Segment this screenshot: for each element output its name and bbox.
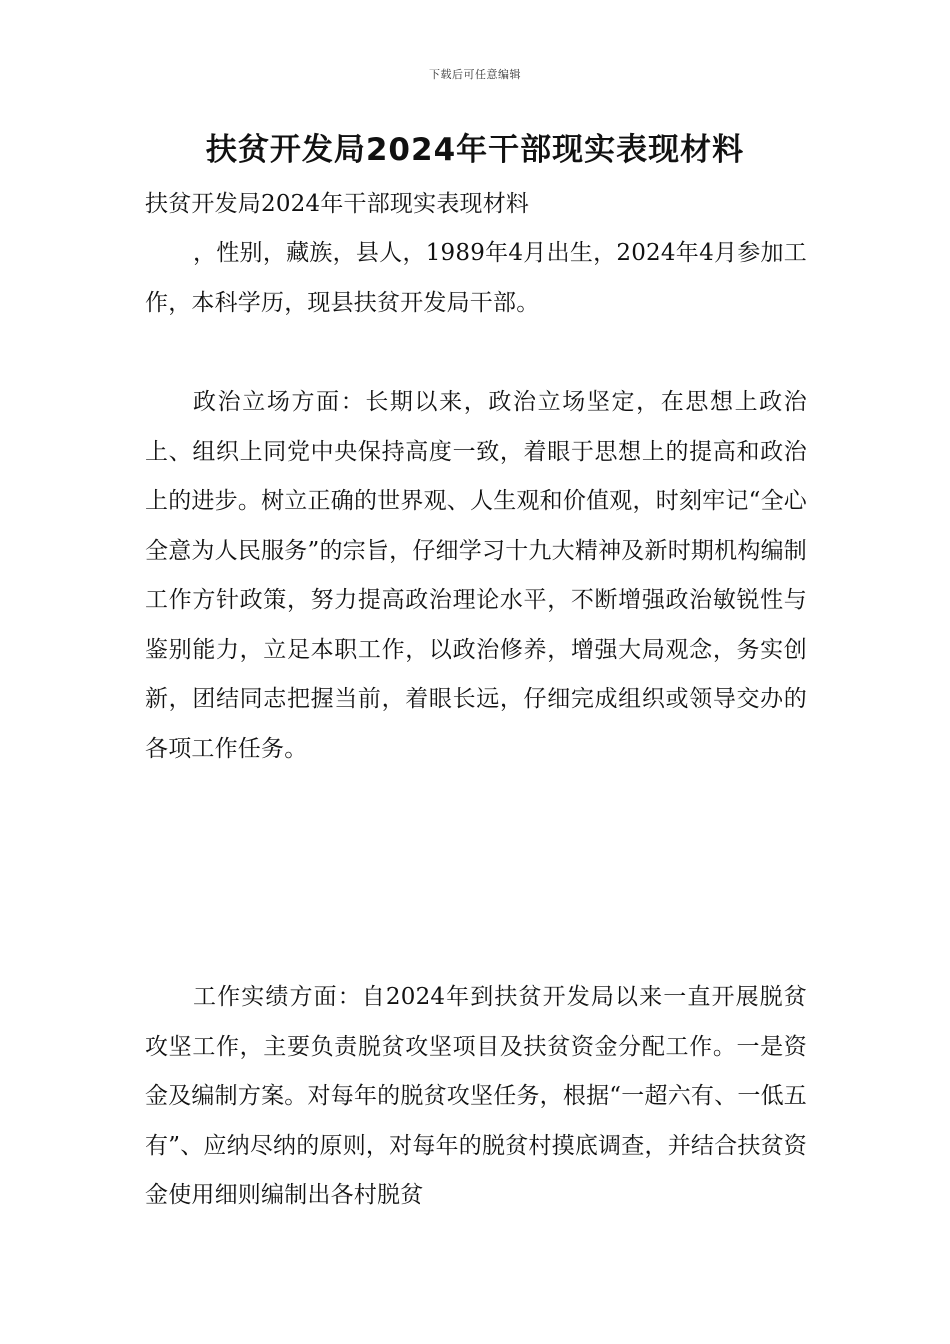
paragraph-political-stance: 政治立场方面：长期以来，政治立场坚定，在思想上政治上、组织上同党中央保持高度一致，着眼于思想上的提高和政治上的进步。树立正确的世界观、人生观和价值观，时刻牢记“全心全意为人民服务”的宗旨，仔细学习十九大精神及新时期机构编制工作方针政策，努力提高政治理论水平，不断增强政治敏锐性与鉴别能力，立足本职工作，以政治修养，增强大局观念，务实创新，团结同志把握当前，着眼长远，仔细完成组织或领导交办的各项工作任务。	[145, 389, 807, 762]
document-title: 扶贫开发局2024年干部现实表现材料	[205, 132, 745, 168]
paragraph-work-performance: 工作实绩方面：自2024年到扶贫开发局以来一直开展脱贫攻坚工作，主要负责脱贫攻坚项目及扶贫资金分配工作。一是资金及编制方案。对每年的脱贫攻坚任务，根据“一超六有、一低五有”、应纳尽纳的原则，对每年的脱贫村摸底调查，并结合扶贫资金使用细则编制出各村脱贫	[145, 984, 807, 1208]
header-note: 下载后可任意编辑	[429, 68, 521, 81]
paragraph-intro: ，性别，藏族，县人，1989年4月出生，2024年4月参加工作，本科学历，现县扶贫开发局干部。	[145, 240, 807, 316]
document-subtitle: 扶贫开发局2024年干部现实表现材料	[145, 191, 530, 217]
